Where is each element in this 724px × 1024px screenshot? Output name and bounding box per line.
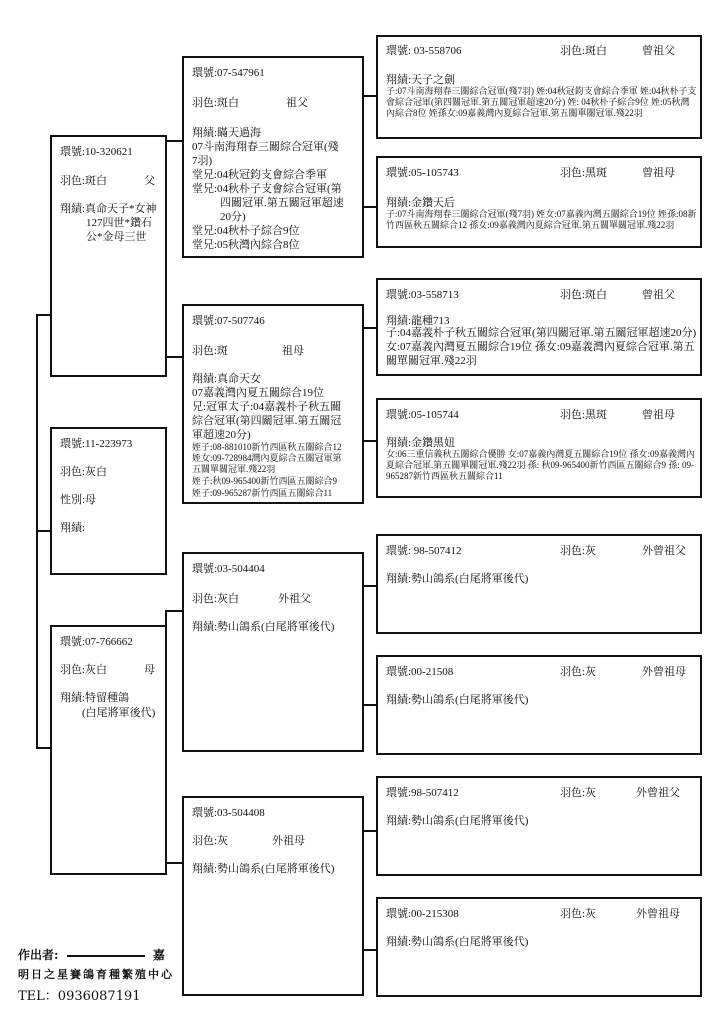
paternal-granddam-card bbox=[182, 304, 364, 504]
connector-sire-to-pgd bbox=[165, 356, 182, 358]
paternal-grandsire-card bbox=[182, 56, 364, 258]
great-grandparent-card bbox=[376, 897, 702, 997]
gg-relation: 曾祖父 bbox=[642, 45, 675, 57]
gg-record-title: 翔績:金鑽天后 bbox=[386, 197, 456, 209]
gg-color: 羽色:灰 bbox=[560, 666, 597, 678]
gg-record-title: 翔績:龍種713 bbox=[386, 315, 450, 327]
dam-card bbox=[50, 427, 167, 575]
pgs-record-line: 堂兄:04秋冠鈞支會綜合季軍 bbox=[192, 169, 328, 181]
gg-record: 翔績:勢山鴿系(白尾將軍後代) bbox=[386, 573, 529, 585]
pgd-record-line: 07嘉義灣內夏五關綜合19位 bbox=[192, 387, 324, 399]
gg-record-detail: 女:06三重信義秋五關綜合優勝 女:07嘉義內灣夏五關綜合19位 孫女:09嘉義灣內夏綜合冠軍.第五關單關冠軍.殘22羽 孫: 秋09-965400新竹西區五關綜合9 孫: 09-965287新竹西區秋五關綜合11 bbox=[386, 449, 696, 481]
mgs-ring: 環號:03-504404 bbox=[192, 563, 265, 575]
mgd-color: 羽色:灰 bbox=[192, 835, 229, 847]
gg-record: 翔績:勢山鴿系(白尾將軍後代) bbox=[386, 815, 529, 827]
dam-ring: 環號:11-223973 bbox=[60, 438, 133, 450]
connector-root-to-mother bbox=[36, 747, 50, 749]
connector-mgd-to-gg7 bbox=[362, 830, 376, 832]
great-grandparent-card bbox=[376, 278, 702, 376]
gg-ring: 環號:05-105744 bbox=[386, 409, 459, 421]
pgd-relation: 祖母 bbox=[282, 345, 304, 357]
maternal-grandsire-card bbox=[182, 552, 364, 752]
gg-record-title: 翔績:天子之劍 bbox=[386, 74, 456, 86]
sire-color: 羽色:斑白 bbox=[60, 175, 108, 187]
pgd-small-line: 姪子:秋09-965400新竹西區五關綜合9 bbox=[192, 476, 337, 486]
gg-ring: 環號:03-558713 bbox=[386, 289, 459, 301]
mother-relation: 母 bbox=[144, 664, 155, 676]
pgs-relation: 祖父 bbox=[286, 97, 308, 109]
gg-ring: 環號:98-507412 bbox=[386, 787, 459, 799]
gg-relation: 外曾祖母 bbox=[636, 908, 680, 920]
pgd-record-line: 綜合冠軍(第四關冠軍.第五關冠 bbox=[192, 415, 342, 427]
mother-ring: 環號:07-766662 bbox=[60, 636, 133, 648]
connector-pgs-to-gg2 bbox=[362, 206, 376, 208]
pgd-small-line: 姪子:08-881010新竹西區秋五關綜合12 bbox=[192, 442, 342, 452]
pgs-record-line: 四關冠軍.第五關冠軍超速 bbox=[220, 197, 344, 209]
pgd-small-line: 姪子:09-965287新竹西區五關綜合11 bbox=[192, 488, 333, 498]
mother-color: 羽色:灰白 bbox=[60, 664, 108, 676]
great-grandparent-card bbox=[376, 534, 702, 634]
pgs-color: 羽色:斑白 bbox=[192, 97, 240, 109]
gg-ring: 環號:00-21508 bbox=[386, 666, 454, 678]
pgs-record-line: 20分) bbox=[220, 211, 246, 223]
author-underline bbox=[67, 955, 145, 957]
gg-relation: 曾祖母 bbox=[642, 167, 675, 179]
gg-record-detail: 子:07斗南海翔春三關綜合冠軍(殘7羽) 姪女:07嘉義內灣五關綜合19位 姪孫:08新竹西區秋五關綜合12 孫女:09嘉義灣內夏綜合冠軍.第五關單關冠軍.殘22羽 bbox=[386, 209, 697, 230]
mgd-record: 翔績:勢山鴿系(白尾將軍後代) bbox=[192, 863, 335, 875]
breeder-name: 明日之星賽鴿育種繁殖中心 bbox=[18, 968, 174, 981]
connector-mgs-to-gg6 bbox=[362, 704, 376, 706]
pgs-record-line: 翔績:瞞天過海 bbox=[192, 127, 262, 139]
author-line bbox=[18, 946, 165, 963]
pgd-color: 羽色:斑 bbox=[192, 345, 229, 357]
gg-relation: 外曾祖父 bbox=[636, 787, 680, 799]
mother-card bbox=[50, 625, 167, 875]
connector-mgs-to-gg5 bbox=[362, 585, 376, 587]
connector-mother-to-mgd bbox=[165, 862, 182, 864]
great-grandparent-card bbox=[376, 156, 702, 248]
connector-mgd-to-gg8 bbox=[362, 949, 376, 951]
gg-ring: 環號: 03-558706 bbox=[386, 45, 462, 57]
pgd-record-line: 翔績:真命天女 bbox=[192, 373, 262, 385]
pgs-record-line: 堂兄:05秋灣內綜合8位 bbox=[192, 239, 300, 251]
sire-ring: 環號:10-320621 bbox=[60, 146, 133, 158]
gg-color: 羽色:斑白 bbox=[560, 45, 608, 57]
dam-color: 羽色:灰白 bbox=[60, 466, 108, 478]
gg-relation: 外曾祖父 bbox=[642, 545, 686, 557]
connector-pgd-to-gg4 bbox=[362, 440, 376, 442]
pgs-record-line: 07斗南海翔春三關綜合冠軍(殘 bbox=[192, 141, 339, 153]
sire-record-line: 公*金母三世 bbox=[86, 231, 147, 243]
author-name: 嘉 bbox=[152, 948, 165, 962]
dam-record: 翔績: bbox=[60, 522, 86, 534]
mgs-color: 羽色:灰白 bbox=[192, 593, 240, 605]
maternal-granddam-card bbox=[182, 796, 364, 996]
mgs-relation: 外祖父 bbox=[278, 593, 311, 605]
mgd-ring: 環號:03-504408 bbox=[192, 807, 265, 819]
gg-color: 羽色:斑白 bbox=[560, 289, 608, 301]
mgd-relation: 外祖母 bbox=[272, 835, 305, 847]
mother-record-line: (白尾將軍後代) bbox=[82, 707, 156, 719]
breeder-telephone: TEL：0936087191 bbox=[18, 989, 141, 1004]
pgd-small-line: 姪女:09-728984灣內夏綜合五關冠軍第 bbox=[192, 453, 342, 463]
gg-relation: 曾祖父 bbox=[642, 289, 675, 301]
pgd-record-line: 兄:冠軍太子:04嘉義朴子秋五關 bbox=[192, 401, 342, 413]
gg-record-detail: 子:04嘉義朴子秋五關綜合冠軍(第四關冠軍.第五關冠軍超速20分) 女:07嘉義內灣夏五關綜合19位 孫女:09嘉義灣內夏綜合冠軍.第五關單關冠軍.殘22羽 bbox=[386, 327, 697, 367]
connector-mother-to-mgs bbox=[165, 610, 182, 612]
connector-pgs-to-gg1 bbox=[362, 95, 376, 97]
great-grandparent-card bbox=[376, 398, 702, 498]
pgs-record-line: 7羽) bbox=[192, 155, 213, 167]
mgs-record: 翔績:勢山鴿系(白尾將軍後代) bbox=[192, 621, 335, 633]
connector-pgd-to-gg3 bbox=[362, 327, 376, 329]
pgd-small-line: 五關單關冠軍.殘22羽 bbox=[192, 464, 276, 474]
gg-color: 羽色:灰 bbox=[560, 545, 597, 557]
sire-card bbox=[50, 135, 167, 377]
sire-record-line: 翔績:真命天子*女神 bbox=[60, 203, 157, 215]
gg-record-detail: 子:07斗南海翔春三關綜合冠軍(殘7羽) 姪:04秋冠鈞支會綜合季軍 姪:04秋朴子支會綜合冠軍(第四關冠軍.第五關冠軍超速20分) 姪: 04秋朴子綜合9位 姪:05秋灣內綜合8位 姪孫女:09嘉義灣內夏綜合冠軍.第五關單關冠軍.殘22羽 bbox=[386, 86, 697, 118]
gg-relation: 曾祖母 bbox=[642, 409, 675, 421]
gg-ring: 環號:00-215308 bbox=[386, 908, 459, 920]
dam-sex: 性別:母 bbox=[60, 494, 97, 506]
great-grandparent-card bbox=[376, 655, 702, 755]
pgs-ring: 環號:07-547961 bbox=[192, 67, 265, 79]
sire-record-line: 127四世*鑽石 bbox=[86, 217, 152, 229]
gg-record-title: 翔績:金鑽黑妞 bbox=[386, 437, 456, 449]
connector-root-to-sire bbox=[36, 314, 50, 316]
gg-ring: 環號: 98-507412 bbox=[386, 545, 462, 557]
pgs-record-line: 堂兄:04秋朴子綜合9位 bbox=[192, 225, 300, 237]
pgd-record-line: 軍超速20分) bbox=[192, 429, 251, 441]
author-label: 作出者: bbox=[18, 948, 59, 962]
gg-ring: 環號:05-105743 bbox=[386, 167, 459, 179]
gg-record: 翔績:勢山鴿系(白尾將軍後代) bbox=[386, 694, 529, 706]
pgd-ring: 環號:07-507746 bbox=[192, 315, 265, 327]
gg-relation: 外曾祖母 bbox=[642, 666, 686, 678]
great-grandparent-card bbox=[376, 35, 702, 139]
connector-root-to-dam bbox=[36, 530, 50, 532]
gg-color: 羽色:灰 bbox=[560, 908, 597, 920]
gg-record: 翔績:勢山鴿系(白尾將軍後代) bbox=[386, 936, 529, 948]
mother-record-line: 翔績:特留種鴿 bbox=[60, 692, 130, 704]
pgs-record-line: 堂兄:04秋朴子支會綜合冠軍(第 bbox=[192, 183, 342, 195]
gg-color: 羽色:黑斑 bbox=[560, 167, 608, 179]
gg-color: 羽色:黑斑 bbox=[560, 409, 608, 421]
sire-relation: 父 bbox=[144, 175, 155, 187]
connector-sire-to-pgs bbox=[165, 140, 182, 142]
gg-color: 羽色:灰 bbox=[560, 787, 597, 799]
great-grandparent-card bbox=[376, 776, 702, 876]
